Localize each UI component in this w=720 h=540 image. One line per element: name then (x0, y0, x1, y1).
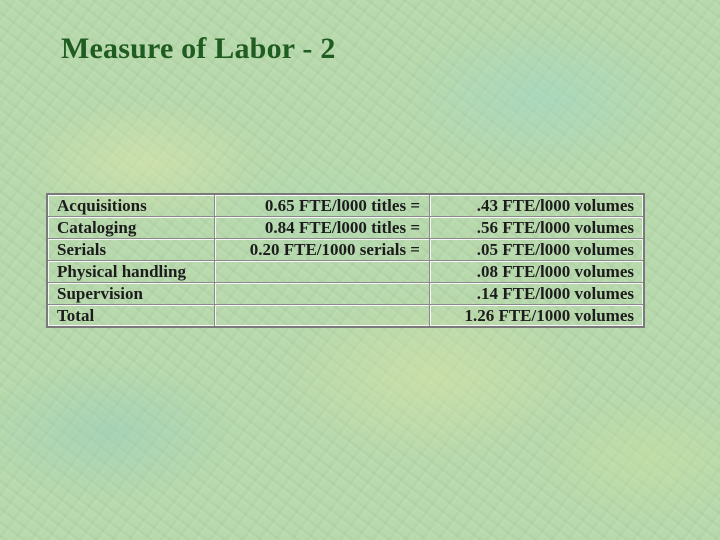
function-cell: Physical handling (47, 261, 215, 283)
rate-cell: 0.20 FTE/1000 serials = (215, 239, 430, 261)
labor-table (46, 193, 645, 328)
table-row (47, 305, 644, 328)
table-row (47, 239, 644, 261)
volume-rate-cell: 1.26 FTE/1000 volumes (430, 305, 645, 328)
rate-cell (215, 261, 430, 283)
table-row (47, 261, 644, 283)
labor-table-container (46, 193, 645, 328)
table-row (47, 217, 644, 239)
rate-cell (215, 283, 430, 305)
table-row (47, 283, 644, 305)
volume-rate-cell: .43 FTE/l000 volumes (430, 194, 645, 217)
function-cell: Serials (47, 239, 215, 261)
function-cell: Total (47, 305, 215, 328)
volume-rate-cell: .14 FTE/l000 volumes (430, 283, 645, 305)
function-cell: Supervision (47, 283, 215, 305)
volume-rate-cell: .05 FTE/l000 volumes (430, 239, 645, 261)
rate-cell: 0.65 FTE/l000 titles = (215, 194, 430, 217)
rate-cell (215, 305, 430, 328)
function-cell: Cataloging (47, 217, 215, 239)
volume-rate-cell: .08 FTE/l000 volumes (430, 261, 645, 283)
page-title: Measure of Labor - 2 (61, 32, 336, 65)
volume-rate-cell: .56 FTE/l000 volumes (430, 217, 645, 239)
function-cell: Acquisitions (47, 194, 215, 217)
rate-cell: 0.84 FTE/l000 titles = (215, 217, 430, 239)
table-row (47, 194, 644, 217)
